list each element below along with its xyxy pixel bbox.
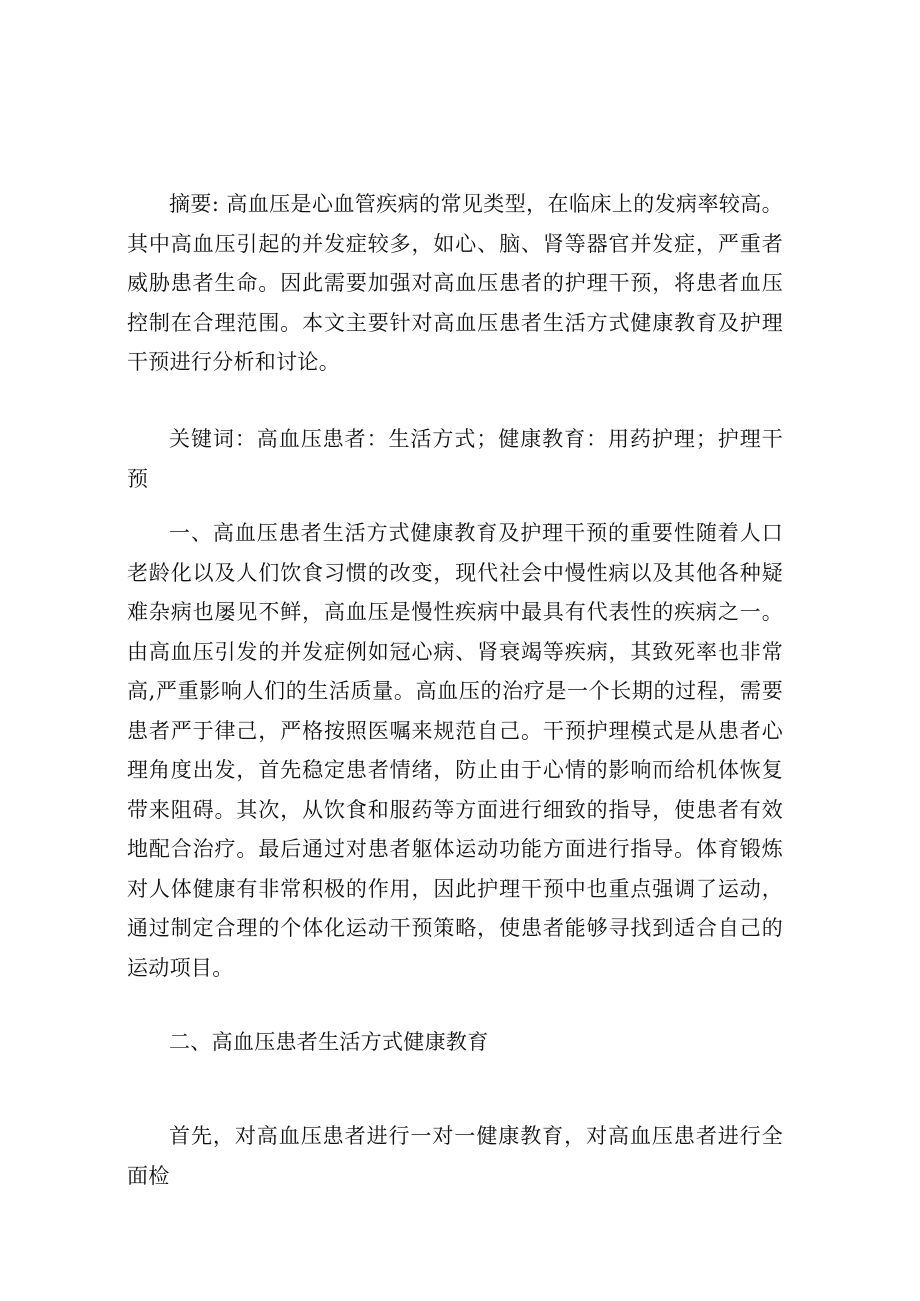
section-2-paragraph: 首先，对高血压患者进行一对一健康教育，对高血压患者进行全面检 (127, 1124, 783, 1188)
abstract-paragraph (127, 185, 783, 383)
section-2-heading: 二、高血压患者生活方式健康教育 (169, 1030, 489, 1054)
keywords-paragraph: 关键词：高血压患者：生活方式；健康教育：用药护理；护理干预 (127, 427, 783, 491)
abstract-label: 摘要: (169, 192, 220, 216)
abstract-text: 高血压是心血管疾病的常见类型，在临床上的发病率较高。其中高血压引起的并发症较多，如心、脑、肾等器官并发症，严重者威胁患者生命。因此需要加强对高血压患者的护理干预，将患者血压控制在合理范围。本文主要针对高血压患者生活方式健康教育及护理干预进行分析和讨论。 (127, 192, 783, 374)
section-1-paragraph: 一、高血压患者生活方式健康教育及护理干预的重要性随着人口老龄化以及人们饮食习惯的改变，现代社会中慢性病以及其他各种疑难杂病也屡见不鲜，高血压是慢性疾病中最具有代表性的疾病之一。由高血压引发的并发症例如冠心病、肾衰竭等疾病，其致死率也非常高,严重影响人们的生活质量。高血压的治疗是一个长期的过程，需要患者严于律己，严格按照医嘱来规范自己。干预护理模式是从患者心理角度出发，首先稳定患者情绪，防止由于心情的影响而给机体恢复带来阻碍。其次，从饮食和服药等方面进行细致的指导，使患者有效地配合治疗。最后通过对患者躯体运动功能方面进行指导。体育锻炼对人体健康有非常积极的作用，因此护理干预中也重点强调了运动，通过制定合理的个体化运动干预策略，使患者能够寻找到适合自己的运动项目。 (127, 521, 783, 980)
